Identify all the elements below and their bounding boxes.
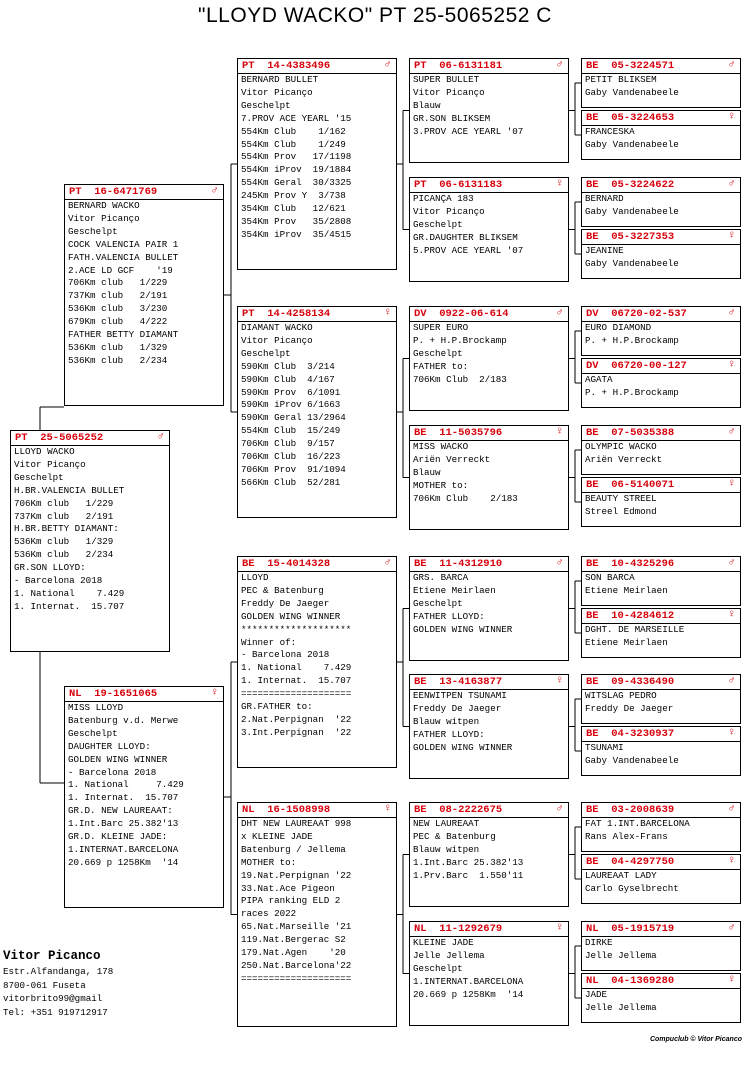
pigeon-detail-line: Etiene Meirlaen (585, 636, 668, 648)
ring-number: DV 06720-00-127 (582, 359, 740, 374)
female-sign-icon: ♀ (728, 359, 735, 371)
pigeon-name: TSUNAMI (585, 742, 624, 753)
ring-number: BE 13-4163877 (410, 675, 568, 690)
pigeon-name: MISS WACKO (413, 441, 469, 452)
owner-address-line: 8700-061 Fuseta (3, 979, 86, 991)
pigeon-detail-line: 7.PROV ACE YEARL '15 (241, 112, 352, 124)
pigeon-card (409, 306, 569, 411)
pigeon-detail-line: GR.D. KLEINE JADE: (68, 831, 168, 843)
pigeon-detail-line: Batenburg v.d. Merwe (68, 714, 179, 726)
pigeon-card (409, 674, 569, 779)
pigeon-detail-line: 179.Nat.Agen '20 (241, 947, 346, 959)
pigeon-detail-line: Batenburg / Jellema (241, 843, 346, 855)
pigeon-detail-line: FATHER BETTY DIAMANT (68, 329, 179, 341)
pigeon-detail-line: 1. Internat. 15.707 (14, 600, 125, 612)
pigeon-detail-line: Jelle Jellema (585, 949, 657, 961)
pigeon-name: FAT 1.INT.BARCELONA (585, 818, 690, 829)
pigeon-card (409, 425, 569, 530)
pigeon-detail-line: GR.D. NEW LAUREAAT: (68, 805, 173, 817)
pigeon-detail-line: Freddy De Jaeger (241, 597, 330, 609)
pigeon-detail-line: 590Km Club 3/214 (241, 360, 335, 372)
pigeon-detail-line: 737Km club 2/191 (14, 510, 114, 522)
male-sign-icon: ♂ (728, 426, 735, 438)
male-sign-icon: ♂ (384, 557, 391, 569)
female-sign-icon: ♀ (384, 803, 391, 815)
male-sign-icon: ♂ (556, 557, 563, 569)
ring-number: DV 06720-02-537 (582, 307, 740, 322)
female-sign-icon: ♀ (556, 922, 563, 934)
female-sign-icon: ♀ (556, 675, 563, 687)
pigeon-detail-line: 1. Internat. 15.707 (68, 792, 179, 804)
male-sign-icon: ♂ (556, 803, 563, 815)
pigeon-detail-line: Geschelpt (413, 347, 463, 359)
ring-number: PT 25-5065252 (11, 431, 169, 446)
ring-number: PT 06-6131181 (410, 59, 568, 74)
pigeon-detail-line: 3.Int.Perpignan '22 (241, 726, 352, 738)
ring-number: PT 06-6131183 (410, 178, 568, 193)
page-title: "LLOYD WACKO" PT 25-5065252 C (198, 4, 552, 27)
software-credit: Compuclub © Vitor Picanco (649, 1036, 742, 1043)
ring-number: NL 04-1369280 (582, 974, 740, 989)
pigeon-card (581, 973, 741, 1023)
ring-number: BE 04-4297750 (582, 855, 740, 870)
pigeon-name: SON BARCA (585, 572, 635, 583)
pigeon-detail-line: Freddy De Jaeger (585, 702, 674, 714)
ring-number: BE 03-2008639 (582, 803, 740, 818)
pigeon-detail-line: 1. National 7.429 (14, 587, 125, 599)
pigeon-card (409, 58, 569, 163)
pigeon-card (581, 556, 741, 606)
pigeon-card (409, 177, 569, 282)
pigeon-detail-line: Vitor Picanço (241, 334, 313, 346)
ring-number: PT 14-4258134 (238, 307, 396, 322)
pigeon-card (581, 726, 741, 776)
pigeon-detail-line: PEC & Batenburg (241, 584, 324, 596)
owner-address-line: Estr.Alfandanga, 178 (3, 966, 114, 977)
pigeon-detail-line: 1.Int.Barc 25.382'13 (68, 818, 179, 830)
pigeon-detail-line: Gaby Vandenabeele (585, 205, 679, 217)
pigeon-name: PETIT BLIKSEM (585, 74, 657, 85)
pigeon-card (409, 556, 569, 661)
pigeon-detail-line: Gaby Vandenabeele (585, 86, 679, 98)
pigeon-detail-line: Geschelpt (241, 99, 291, 111)
pigeon-card (237, 58, 397, 270)
pigeon-detail-line: 536Km club 1/329 (68, 341, 168, 353)
pigeon-detail-line: 1.Prv.Barc 1.550'11 (413, 869, 524, 881)
male-sign-icon: ♂ (728, 922, 735, 934)
pigeon-detail-line: 536Km club 2/234 (14, 549, 114, 561)
pigeon-name: MISS LLOYD (68, 702, 124, 713)
pigeon-detail-line: P. + H.P.Brockamp (585, 386, 679, 398)
pigeon-detail-line: Gaby Vandenabeele (585, 754, 679, 766)
male-sign-icon: ♂ (384, 59, 391, 71)
pigeon-detail-line: Ariën Verreckt (585, 453, 663, 465)
ring-number: NL 19-1651065 (65, 687, 223, 702)
pigeon-detail-line: 536Km club 1/329 (14, 536, 114, 548)
ring-number: BE 11-4312910 (410, 557, 568, 572)
owner-name: Vitor Picanco (3, 949, 101, 963)
pigeon-detail-line: 1. National 7.429 (241, 662, 352, 674)
pigeon-detail-line: H.BR.VALENCIA BULLET (14, 484, 125, 496)
pigeon-detail-line: 250.Nat.Barcelona'22 (241, 959, 352, 971)
pigeon-detail-line: 554Km Club 1/249 (241, 138, 346, 150)
pigeon-card (581, 477, 741, 527)
pigeon-name: DGHT. DE MARSEILLE (585, 624, 685, 635)
ring-number: PT 16-6471769 (65, 185, 223, 200)
pigeon-detail-line: - Barcelona 2018 (241, 649, 330, 661)
pigeon-detail-line: Geschelpt (413, 597, 463, 609)
pigeon-detail-line: ==================== (241, 688, 352, 700)
pigeon-detail-line: Blauw (413, 99, 441, 111)
male-sign-icon: ♂ (728, 557, 735, 569)
pigeon-detail-line: 5.PROV ACE YEARL '07 (413, 244, 524, 256)
female-sign-icon: ♀ (728, 609, 735, 621)
pigeon-card (581, 425, 741, 475)
pigeon-card (237, 556, 397, 768)
pigeon-detail-line: Freddy De Jaeger (413, 702, 502, 714)
pigeon-card (64, 184, 224, 406)
pigeon-detail-line: 20.669 p 1258Km '14 (68, 856, 179, 868)
pigeon-detail-line: - Barcelona 2018 (14, 575, 103, 587)
owner-block (3, 947, 113, 1019)
pigeon-name: EURO DIAMOND (585, 322, 652, 333)
pigeon-detail-line: ******************** (241, 623, 352, 635)
pigeon-detail-line: 354Km Club 12/621 (241, 203, 346, 215)
pigeon-name: EENWITPEN TSUNAMI (413, 690, 507, 701)
ring-number: BE 07-5035388 (582, 426, 740, 441)
pigeon-detail-line: 554Km Club 15/249 (241, 425, 341, 437)
pigeon-detail-line: 33.Nat.Ace Pigeon (241, 882, 335, 894)
pigeon-detail-line: FATHER LLOYD: (413, 610, 485, 622)
ring-number: BE 10-4284612 (582, 609, 740, 624)
pigeon-detail-line: 119.Nat.Bergerac S2 (241, 934, 346, 946)
pigeon-detail-line: 706Km Club 9/157 (241, 438, 335, 450)
ring-number: BE 09-4336490 (582, 675, 740, 690)
pigeon-detail-line: FATHER LLOYD: (413, 728, 485, 740)
pigeon-name: BERNARD (585, 193, 624, 204)
pigeon-card (581, 802, 741, 852)
pigeon-detail-line: 706Km Prov 91/1094 (241, 463, 346, 475)
pigeon-name: KLEINE JADE (413, 937, 474, 948)
pigeon-detail-line: 706Km Club 2/183 (413, 373, 507, 385)
female-sign-icon: ♀ (556, 178, 563, 190)
pigeon-detail-line: GOLDEN WING WINNER (68, 753, 168, 765)
pigeon-detail-line: Gaby Vandenabeele (585, 138, 679, 150)
pigeon-detail-line: MOTHER to: (413, 479, 469, 491)
pigeon-card (409, 921, 569, 1026)
pigeon-name: GRS. BARCA (413, 572, 469, 583)
ring-number: BE 08-2222675 (410, 803, 568, 818)
male-sign-icon: ♂ (556, 307, 563, 319)
female-sign-icon: ♀ (728, 111, 735, 123)
pigeon-detail-line: 737Km club 2/191 (68, 290, 168, 302)
pigeon-detail-line: GR.SON LLOYD: (14, 562, 86, 574)
ring-number: BE 05-3224622 (582, 178, 740, 193)
pigeon-detail-line: 590Km iProv 6/1663 (241, 399, 341, 411)
pigeon-card (10, 430, 170, 652)
pigeon-name: BEAUTY STREEL (585, 493, 657, 504)
pigeon-detail-line: 1. Internat. 15.707 (241, 675, 352, 687)
pigeon-card (581, 229, 741, 279)
pigeon-card (581, 110, 741, 160)
pigeon-detail-line: 679Km club 4/222 (68, 316, 168, 328)
pigeon-detail-line: FATHER to: (413, 360, 469, 372)
pigeon-detail-line: 3.PROV ACE YEARL '07 (413, 125, 524, 137)
pigeon-detail-line: 1.INTERNAT.BARCELONA (68, 843, 179, 855)
pigeon-detail-line: Vitor Picanço (68, 212, 140, 224)
ring-number: NL 05-1915719 (582, 922, 740, 937)
pigeon-card (581, 58, 741, 108)
pigeon-name: WITSLAG PEDRO (585, 690, 657, 701)
pigeon-detail-line: PIPA ranking ELD 2 (241, 895, 341, 907)
ring-number: BE 15-4014328 (238, 557, 396, 572)
ring-number: PT 14-4383496 (238, 59, 396, 74)
pigeon-name: LLOYD WACKO (14, 446, 75, 457)
pigeon-detail-line: 554Km Club 1/162 (241, 125, 346, 137)
male-sign-icon: ♂ (728, 59, 735, 71)
pigeon-detail-line: Vitor Picanço (413, 86, 485, 98)
ring-number: DV 0922-06-614 (410, 307, 568, 322)
pigeon-detail-line: x KLEINE JADE (241, 830, 313, 842)
pigeon-detail-line: 590Km Club 4/167 (241, 373, 335, 385)
pigeon-detail-line: DAUGHTER LLOYD: (68, 740, 151, 752)
pigeon-detail-line: Jelle Jellema (585, 1001, 657, 1013)
pigeon-detail-line: Rans Alex-Frans (585, 830, 668, 842)
male-sign-icon: ♂ (556, 59, 563, 71)
pigeon-detail-line: 706Km Club 16/223 (241, 451, 341, 463)
pigeon-detail-line: Geschelpt (68, 727, 118, 739)
pigeon-detail-line: 1.INTERNAT.BARCELONA (413, 975, 524, 987)
pigeon-detail-line: 245Km Prov Y 3/738 (241, 190, 346, 202)
pigeon-detail-line: Vitor Picanço (413, 205, 485, 217)
owner-email: vitorbrito99@gmail (3, 993, 103, 1004)
pigeon-detail-line: COCK VALENCIA PAIR 1 (68, 238, 179, 250)
female-sign-icon: ♀ (384, 307, 391, 319)
pigeon-detail-line: 19.Nat.Perpignan '22 (241, 869, 352, 881)
pigeon-detail-line: 706Km club 1/229 (14, 497, 114, 509)
pigeon-name: DIAMANT WACKO (241, 322, 313, 333)
pigeon-detail-line: Vitor Picanço (14, 458, 86, 470)
pigeon-detail-line: Geschelpt (241, 347, 291, 359)
pigeon-detail-line: GR.FATHER to: (241, 701, 313, 713)
pigeon-detail-line: GOLDEN WING WINNER (413, 623, 513, 635)
ring-number: BE 05-3227353 (582, 230, 740, 245)
pigeon-detail-line: GOLDEN WING WINNER (241, 610, 341, 622)
pigeon-detail-line: Geschelpt (68, 225, 118, 237)
male-sign-icon: ♂ (728, 307, 735, 319)
pigeon-card (581, 854, 741, 904)
pigeon-detail-line: Etiene Meirlaen (413, 584, 496, 596)
pigeon-detail-line: Blauw (413, 466, 441, 478)
pigeon-detail-line: 554Km iProv 19/1884 (241, 164, 352, 176)
male-sign-icon: ♂ (211, 185, 218, 197)
pigeon-name: JEANINE (585, 245, 624, 256)
pigeon-card (581, 306, 741, 356)
pigeon-name: FRANCESKA (585, 126, 635, 137)
female-sign-icon: ♀ (728, 230, 735, 242)
pigeon-detail-line: FATH.VALENCIA BULLET (68, 251, 179, 263)
pigeon-name: DHT NEW LAUREAAT 998 (241, 818, 352, 829)
female-sign-icon: ♀ (728, 974, 735, 986)
pigeon-detail-line: Vitor Picanço (241, 86, 313, 98)
male-sign-icon: ♂ (728, 803, 735, 815)
pigeon-name: AGATA (585, 374, 613, 385)
ring-number: BE 11-5035796 (410, 426, 568, 441)
pigeon-detail-line: 2.ACE LD GCF '19 (68, 264, 173, 276)
pigeon-detail-line: 2.Nat.Perpignan '22 (241, 713, 352, 725)
pigeon-name: BERNARD WACKO (68, 200, 140, 211)
pigeon-detail-line: 554Km Geral 30/3325 (241, 177, 352, 189)
pigeon-detail-line: Winner of: (241, 636, 297, 648)
pigeon-detail-line: 354Km Prov 35/2808 (241, 215, 352, 227)
pigeon-detail-line: Gaby Vandenabeele (585, 257, 679, 269)
pigeon-detail-line: 554Km Prov 17/1198 (241, 151, 352, 163)
owner-phone: Tel: +351 919712917 (3, 1006, 108, 1018)
pigeon-card (581, 177, 741, 227)
pigeon-detail-line: Geschelpt (413, 962, 463, 974)
pigeon-card (64, 686, 224, 908)
pigeon-detail-line: MOTHER to: (241, 856, 297, 868)
pigeon-detail-line: GR.SON BLIKSEM (413, 112, 491, 124)
female-sign-icon: ♀ (728, 478, 735, 490)
ring-number: BE 05-3224571 (582, 59, 740, 74)
pigeon-detail-line: 354Km iProv 35/4515 (241, 228, 352, 240)
pigeon-detail-line: H.BR.BETTY DIAMANT: (14, 523, 119, 535)
pigeon-name: BERNARD BULLET (241, 74, 319, 85)
pigeon-detail-line: ==================== (241, 972, 352, 984)
pigeon-name: PICANÇA 183 (413, 193, 474, 204)
pigeon-name: JADE (585, 989, 608, 1000)
pigeon-detail-line: GOLDEN WING WINNER (413, 741, 513, 753)
pigeon-detail-line: Etiene Meirlaen (585, 584, 668, 596)
ring-number: BE 06-5140071 (582, 478, 740, 493)
pigeon-card (409, 802, 569, 907)
female-sign-icon: ♀ (728, 727, 735, 739)
pigeon-detail-line: Blauw witpen (413, 715, 480, 727)
pigeon-detail-line: Ariën Verreckt (413, 453, 491, 465)
pigeon-detail-line: 590Km Prov 6/1091 (241, 386, 341, 398)
pigeon-detail-line: 706Km club 1/229 (68, 277, 168, 289)
pigeon-detail-line: Carlo Gyselbrecht (585, 882, 679, 894)
female-sign-icon: ♀ (556, 426, 563, 438)
pigeon-card (581, 358, 741, 408)
pigeon-name: SUPER BULLET (413, 74, 480, 85)
pigeon-detail-line: GR.DAUGHTER BLIKSEM (413, 231, 518, 243)
pigeon-detail-line: races 2022 (241, 908, 297, 920)
pigeon-card (581, 674, 741, 724)
pigeon-detail-line: Streel Edmond (585, 505, 657, 517)
female-sign-icon: ♀ (211, 687, 218, 699)
pigeon-name: DIRKE (585, 937, 613, 948)
male-sign-icon: ♂ (728, 675, 735, 687)
pigeon-card (581, 921, 741, 971)
ring-number: NL 11-1292679 (410, 922, 568, 937)
ring-number: BE 05-3224653 (582, 111, 740, 126)
pigeon-detail-line: 65.Nat.Marseille '21 (241, 921, 352, 933)
pigeon-detail-line: 20.669 p 1258Km '14 (413, 988, 524, 1000)
pigeon-name: LAUREAAT LADY (585, 870, 657, 881)
pigeon-detail-line: 1. National 7.429 (68, 779, 184, 791)
pigeon-detail-line: P. + H.P.Brockamp (585, 334, 679, 346)
pigeon-name: OLYMPIC WACKO (585, 441, 657, 452)
pigeon-detail-line: 536Km club 3/230 (68, 303, 168, 315)
pigeon-detail-line: Geschelpt (14, 471, 64, 483)
pigeon-name: LLOYD (241, 572, 269, 583)
pigeon-name: SUPER EURO (413, 322, 469, 333)
male-sign-icon: ♂ (157, 431, 164, 443)
pigeon-detail-line: 536Km club 2/234 (68, 354, 168, 366)
female-sign-icon: ♀ (728, 855, 735, 867)
pigeon-card (237, 306, 397, 518)
pigeon-detail-line: Blauw witpen (413, 843, 480, 855)
pigeon-detail-line: 706Km Club 2/183 (413, 492, 518, 504)
pigeon-detail-line: 1.Int.Barc 25.382'13 (413, 856, 524, 868)
ring-number: BE 04-3230937 (582, 727, 740, 742)
pigeon-card (237, 802, 397, 1027)
pigeon-card (581, 608, 741, 658)
ring-number: BE 10-4325296 (582, 557, 740, 572)
pigeon-detail-line: P. + H.P.Brockamp (413, 334, 507, 346)
pigeon-detail-line: Jelle Jellema (413, 949, 485, 961)
pigeon-detail-line: 566Km Club 52/281 (241, 476, 341, 488)
pigeon-name: NEW LAUREAAT (413, 818, 480, 829)
pigeon-detail-line: Geschelpt (413, 218, 463, 230)
pigeon-detail-line: PEC & Batenburg (413, 830, 496, 842)
male-sign-icon: ♂ (728, 178, 735, 190)
ring-number: NL 16-1508998 (238, 803, 396, 818)
pigeon-detail-line: 590Km Geral 13/2964 (241, 412, 346, 424)
pigeon-detail-line: - Barcelona 2018 (68, 766, 157, 778)
